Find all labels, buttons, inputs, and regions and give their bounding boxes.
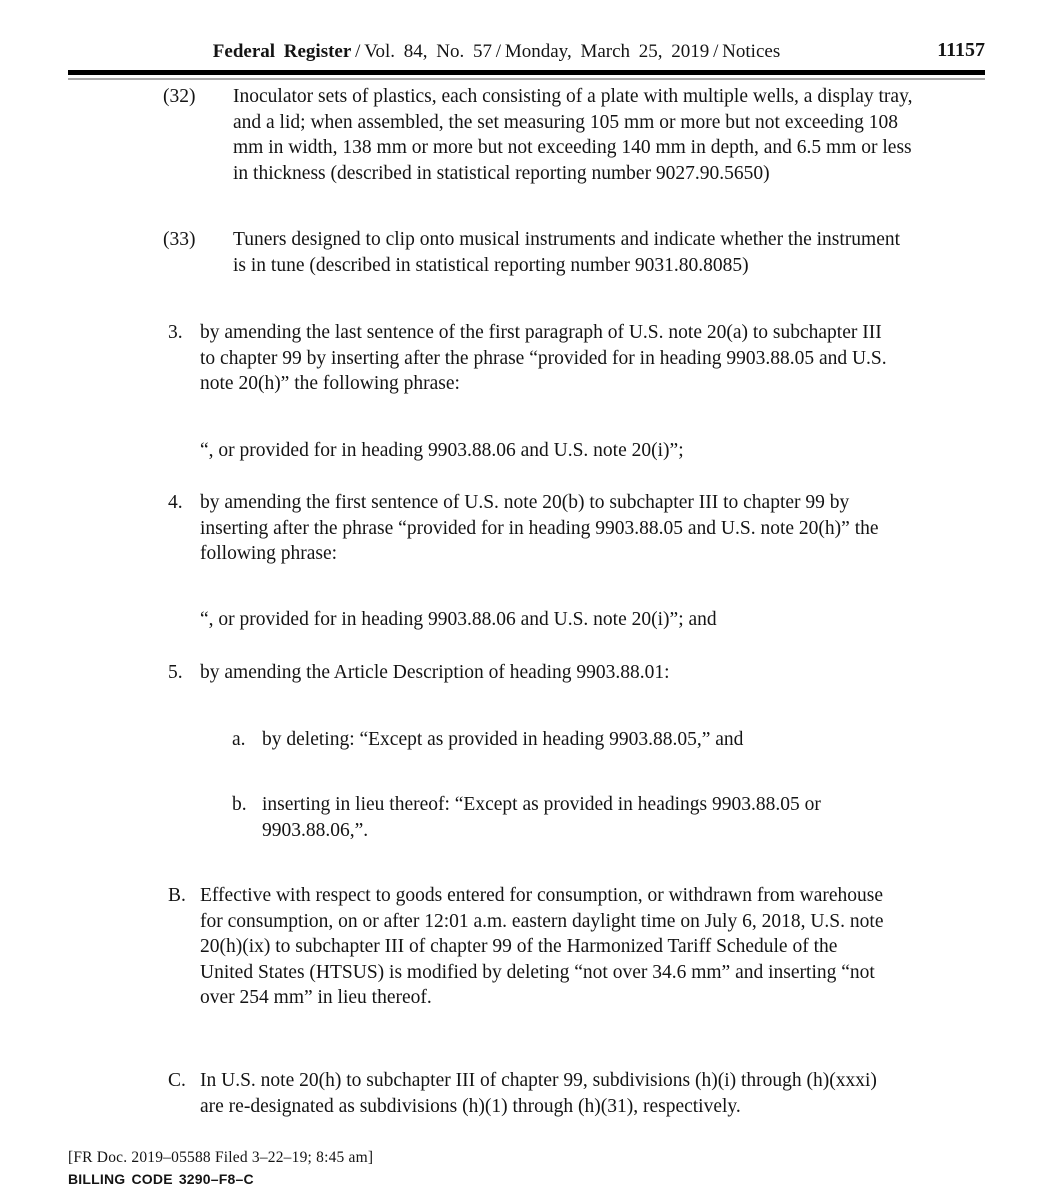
amendment-4 (168, 490, 895, 567)
list-item-text: Tuners designed to clip onto musical instruments and indicate whether the instrument is in tune (described in statistical reporting number 9031.80.8085) (233, 229, 901, 276)
amendment-4-quote: “, or provided for in heading 9903.88.06 and U.S. note 20(i)”; and (200, 609, 717, 630)
amendment-5-subitem-a (232, 727, 894, 753)
subitem-text: inserting in lieu thereof: “Except as provided in headings 9903.88.05 or 9903.88.06,”. (262, 794, 821, 841)
subitem-label: a. (232, 729, 246, 750)
amendment-text: by amending the first sentence of U.S. note 20(b) to subchapter III to chapter 99 by inserting after the phrase “provided for in heading 9903.88.05 and U.S. note 20(h)” the following phrase: (200, 492, 879, 564)
amendment-5 (168, 660, 895, 686)
page-number: 11157 (937, 39, 985, 61)
amendment-label: 5. (168, 662, 183, 683)
section-text: In U.S. note 20(h) to subchapter III of chapter 99, subdivisions (h)(i) through (h)(xxxi) are re-designated as subdivisions (h)(1) through (h)(31), respectively. (200, 1070, 877, 1117)
journal-title: Federal Register (212, 41, 352, 62)
subitem-label: b. (232, 794, 247, 815)
header-rule-thin (68, 78, 985, 81)
list-item-label: (33) (163, 229, 196, 250)
amendment-3 (168, 320, 895, 397)
amendment-3-quote: “, or provided for in heading 9903.88.06 and U.S. note 20(i)”; (200, 440, 684, 461)
page-header (68, 41, 985, 67)
section-text: Effective with respect to goods entered for consumption, or withdrawn from warehouse for consumption, on or after 12:01 a.m. eastern daylight time on July 6, 2018, U.S. note 20(h)(ix) to subchapter III of chapter 99 of the Harmonized Tariff Schedule of the United States (HTSUS) is modified by deleting “not over 34.6 mm” and inserting “not over 254 mm” in lieu thereof. (200, 885, 884, 1008)
list-item-32 (163, 84, 915, 186)
issue-info: / Vol. 84, No. 57 / Monday, March 25, 2019 / Notices (351, 41, 781, 62)
fr-doc-line: [FR Doc. 2019–05588 Filed 3–22–19; 8:45 am] (68, 1149, 374, 1166)
list-item-label: (32) (163, 86, 196, 107)
section-B (168, 883, 895, 1011)
amendment-text: by amending the Article Description of heading 9903.88.01: (200, 662, 670, 683)
list-item-33 (163, 227, 915, 278)
amendment-label: 4. (168, 492, 183, 513)
section-C (168, 1068, 895, 1119)
section-label: B. (168, 885, 186, 906)
amendment-5-subitem-b (232, 792, 894, 843)
section-label: C. (168, 1070, 186, 1091)
document-footer (68, 1148, 373, 1187)
billing-code: BILLING CODE 3290–F8–C (68, 1171, 254, 1187)
amendment-label: 3. (168, 322, 183, 343)
subitem-text: by deleting: “Except as provided in heading 9903.88.05,” and (262, 729, 744, 750)
running-head (68, 41, 925, 63)
amendment-text: by amending the last sentence of the first paragraph of U.S. note 20(a) to subchapter III to chapter 99 by inserting after the phrase “provided for in heading 9903.88.05 and U.S. note 20(h)” the following phrase: (200, 322, 887, 394)
header-rule-thick (68, 70, 985, 75)
list-item-text: Inoculator sets of plastics, each consisting of a plate with multiple wells, a display tray, and a lid; when assembled, the set measuring 105 mm or more but not exceeding 108 mm in width, 138 mm or more but not exceeding 140 mm in depth, and 6.5 mm or less in thickness (described in statistical reporting number 9027.90.5650) (233, 86, 913, 184)
